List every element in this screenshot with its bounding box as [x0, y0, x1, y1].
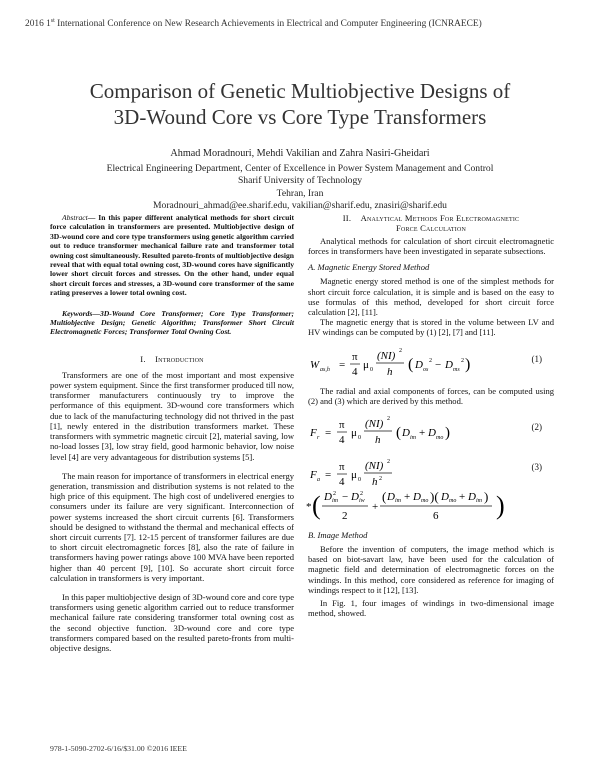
svg-text:h: h	[372, 476, 378, 489]
left-column	[50, 213, 294, 653]
intro-paragraph-3: In this paper multiobjective design of 3D-wound core and core type transformers using genetic algorithm carried out to reduce transformer mechanical failure rate considering transformer total owning cost as the second objective function. 3D-wound core and core type transformers compared based on the resulted pareto-fronts from multi-objective designs.	[50, 591, 294, 653]
equation-2-number: (2)	[531, 422, 542, 433]
author-names: Ahmad Moradnouri, Mehdi Vakilian and Zahra Nasiri-Gheidari	[170, 148, 430, 159]
abstract: Abstract— In this paper different analytical methods for short circuit force calculation in transformers are presented. Multiobjective design of 3D-wound core and core type transformers using genetic algorithm carried out to reduce transformer mechanical failure rate and transformer total owning cost simultaneously. Resulted pareto-fronts of multiobjective design reveal that with equal total owning cost, 3D-wound cores have significantly lower short circuit forces and stresses. On the other hand, under equal short circuit forces and stresses, a 3D-wound core transformer of the same rating preserves a lower total owning cost.	[50, 213, 294, 298]
svg-text:h: h	[375, 434, 381, 447]
svg-text:2: 2	[399, 347, 402, 354]
keywords: Keywords—3D-Wound Core Transformer; Core Type Transformer; Multiobjective Design; Genetic Algorithm; Transformer Short Circuit Electromagnetic Forces; Transformer Total Owning Cost.	[50, 308, 294, 337]
svg-text:F: F	[310, 427, 317, 440]
author-block	[40, 148, 560, 213]
equation-3-formula	[308, 458, 528, 526]
svg-text:2: 2	[387, 459, 390, 466]
svg-text:6: 6	[433, 510, 439, 523]
section2-intro: Analytical methods for calculation of short circuit electromagnetic forces in transformers have been investigated in separate subsections.	[308, 236, 554, 257]
svg-text:0: 0	[358, 435, 361, 442]
svg-text:(NI): (NI)	[365, 460, 384, 473]
svg-text:im: im	[410, 435, 416, 442]
intro-paragraph-1: Transformers are one of the most important and most expensive power system equipment. Since the first transformer produced till now, transformer manufacturers continuously try to improve the performance of this equipment. 3D-wound core transformers which due to lack of the manufacturing technology did not thrived in the past [1], newly entered in the distribution transformers market. These transformers with symmetric magnetic circuit [2], material saving, low no-load losses [3], low stray field, good harmonic behavior, low noise level [4] are very advantageous for distribution systems [5].	[50, 369, 294, 462]
svg-text:mo: mo	[449, 498, 457, 505]
paper-title: Comparison of Genetic Multiobjective Designs of 3D-Wound Core vs Core Type Transformers	[89, 79, 511, 129]
equation-1	[308, 344, 554, 386]
svg-text:): )	[484, 489, 489, 505]
svg-text:+: +	[372, 501, 379, 514]
svg-text:(: (	[312, 491, 321, 521]
svg-text:(: (	[382, 489, 387, 505]
subsection-b-heading: B. Image Method	[308, 530, 368, 541]
svg-text:): )	[445, 425, 450, 442]
copyright-footer: 978-1-5090-2702-6/16/$31.00 ©2016 IEEE	[50, 744, 187, 753]
svg-text:): )	[496, 491, 505, 521]
university: Sharif University of Technology	[237, 175, 363, 186]
svg-text:os: os	[423, 366, 429, 373]
svg-text:mo: mo	[421, 498, 429, 505]
svg-text:(: (	[396, 425, 401, 442]
svg-text:=: =	[325, 427, 332, 440]
city: Tehran, Iran	[276, 187, 324, 199]
svg-text:D: D	[387, 491, 395, 504]
svg-text:+: +	[459, 491, 466, 504]
magnetic-energy-paragraph-2: The magnetic energy that is stored in the volume between LV and HV windings can be computed by (1) [2], [7] and [11].	[308, 317, 554, 338]
image-method-paragraph-1: Before the invention of computers, the image method which is based on biot-savart law, have been used for the calculation of magnetic field and determination of electromagnetic forces on the windings. In this method, core considered as reference for imaging of windings respect to it [12], [13].	[308, 544, 554, 595]
subsection-a-heading: A. Magnetic Energy Stored Method	[308, 262, 430, 273]
svg-text:D: D	[402, 427, 410, 440]
svg-text:D: D	[413, 491, 421, 504]
svg-text:im: im	[332, 498, 338, 505]
ordinal-suffix: st	[50, 18, 55, 24]
image-method-paragraph-2: In Fig. 1, four images of windings in two-dimensional image method, showed.	[308, 598, 554, 619]
equation-1-formula	[308, 344, 508, 384]
svg-text:im: im	[476, 498, 482, 505]
equation-2	[308, 412, 554, 454]
svg-text:4: 4	[352, 365, 358, 378]
svg-text:D: D	[324, 491, 332, 504]
svg-text:*: *	[306, 501, 312, 514]
svg-text:π: π	[339, 461, 345, 474]
svg-text:+: +	[404, 491, 411, 504]
svg-text:4: 4	[339, 476, 345, 489]
right-column	[308, 213, 554, 618]
svg-text:D: D	[428, 427, 436, 440]
svg-text:0: 0	[370, 366, 373, 373]
svg-text:2: 2	[429, 357, 432, 364]
affiliation: Electrical Engineering Department, Center of Excellence in Power System Management and Control	[106, 162, 494, 174]
svg-text:π: π	[352, 350, 358, 363]
section-heading-introduction: I. Introduction	[140, 353, 204, 364]
magnetic-energy-paragraph-1: Magnetic energy stored method is one of the simplest methods for short circuit force calculation, it is simple and is based on the easy to use formulas of this method, developed for short circuit force calculation [2], [11].	[308, 276, 554, 318]
emails: Moradnouri_ahmad@ee.sharif.edu, vakilian@sharif.edu, znasiri@sharif.edu	[153, 200, 447, 211]
svg-text:)(: )(	[430, 489, 439, 505]
svg-text:W: W	[310, 358, 320, 371]
svg-text:4: 4	[339, 434, 345, 447]
svg-text:r: r	[317, 435, 320, 442]
svg-text:2: 2	[342, 510, 348, 523]
svg-text:+: +	[419, 427, 426, 440]
svg-text:2: 2	[379, 476, 382, 483]
svg-text:(: (	[408, 355, 414, 373]
svg-text:F: F	[310, 469, 317, 482]
svg-text:μ: μ	[351, 427, 357, 440]
equation-3	[308, 458, 554, 526]
svg-text:=: =	[339, 358, 346, 371]
svg-text:D: D	[445, 358, 453, 371]
svg-text:2: 2	[387, 416, 390, 423]
intro-paragraph-2: The main reason for importance of transformers in electrical energy generation, transmission and distribution systems is not related to the high price of this equipment. The high cost of undelivered energies to consumers under its failure are very significant. Interconnection of power systems increased the short circuit currents [6]. Transformers should be designed to withstand the thermal and mechanical effects of short circuit currents [7]. 12-15 percent of transformer failures are due to short circuit electromagnetic forces [8], also the rate of failure in transformers having power ratings above 100 MVA have been reported higher than 40 percent [9], [10]. So accurate short circuit force calculation in transformers is very important.	[50, 470, 294, 583]
svg-text:(NI): (NI)	[365, 418, 384, 431]
svg-text:D: D	[468, 491, 476, 504]
svg-text:(NI): (NI)	[377, 349, 396, 362]
svg-text:D: D	[415, 358, 423, 371]
svg-text:0: 0	[358, 477, 361, 484]
svg-text:mo: mo	[436, 435, 444, 442]
svg-text:π: π	[339, 419, 345, 432]
svg-text:2: 2	[461, 357, 464, 364]
equation-1-number: (1)	[531, 353, 542, 364]
svg-text:iw: iw	[359, 498, 365, 505]
svg-text:D: D	[351, 491, 359, 504]
svg-text:ms: ms	[453, 366, 460, 373]
svg-text:h: h	[387, 365, 393, 378]
svg-text:a: a	[317, 477, 320, 484]
force-components-paragraph: The radial and axial components of forces, can be computed using (2) and (3) which are derived by this method.	[308, 385, 554, 406]
svg-text:2: 2	[333, 491, 336, 498]
svg-text:as,h: as,h	[320, 366, 330, 373]
equation-2-formula	[308, 412, 478, 452]
svg-text:−: −	[342, 491, 349, 504]
conference-header: 2016 1st International Conference on New Research Achievements in Electrical and Computer Engineering (ICNRAECE)	[25, 18, 482, 30]
svg-text:im: im	[395, 498, 401, 505]
svg-text:μ: μ	[351, 469, 357, 482]
svg-text:): )	[465, 355, 471, 373]
svg-text:2: 2	[360, 491, 363, 498]
svg-text:D: D	[441, 491, 449, 504]
svg-text:μ: μ	[363, 358, 369, 371]
equation-3-number: (3)	[531, 462, 542, 473]
svg-text:−: −	[435, 358, 442, 371]
svg-text:=: =	[325, 469, 332, 482]
section-heading-analytical-methods: II. Analytical Methods For Electromagnetic Force Calculation	[342, 213, 520, 233]
